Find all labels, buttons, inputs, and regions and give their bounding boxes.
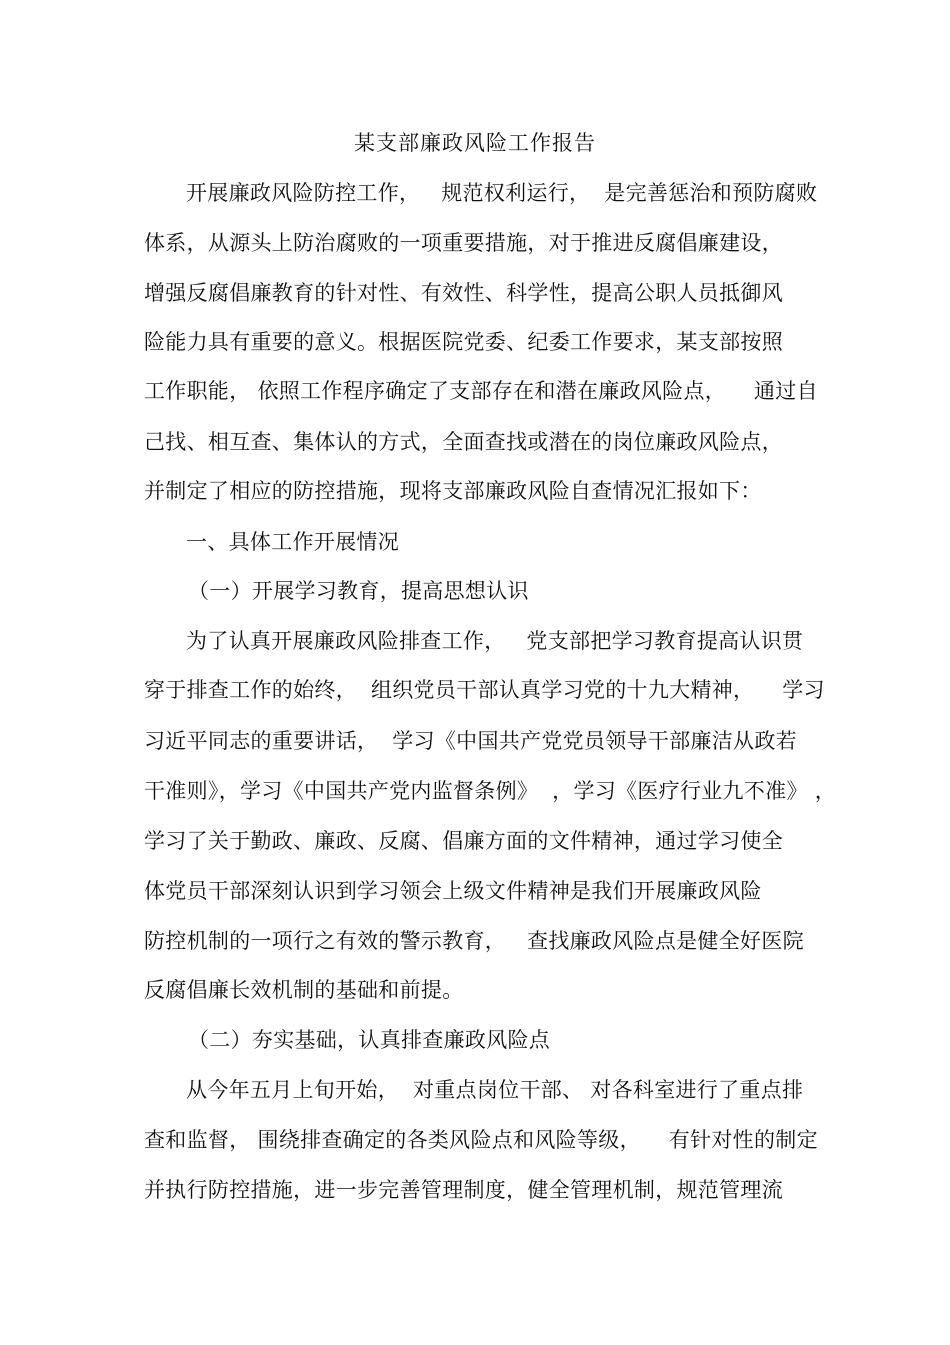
paragraph-line: 穿于排查工作的始终， 组织党员干部认真学习党的十九大精神， 学习 (144, 678, 825, 702)
paragraph-line: 并制定了相应的防控措施，现将支部廉政风险自查情况汇报如下： (144, 479, 762, 503)
paragraph-line: 反腐倡廉长效机制的基础和前提。 (144, 978, 464, 1002)
paragraph-line: 体党员干部深刻认识到学习领会上级文件精神是我们开展廉政风险 (144, 879, 762, 903)
paragraph-line: 从今年五月上旬开始， 对重点岗位干部、 对各科室进行了重点排 (186, 1078, 804, 1102)
paragraph-line: 体系，从源头上防治腐败的一项重要措施，对于推进反腐倡廉建设， (144, 231, 783, 255)
paragraph-line: 为了认真开展廉政风险排查工作， 党支部把学习教育提高认识贯 (186, 629, 804, 653)
paragraph-line: 增强反腐倡廉教育的针对性、有效性、科学性，提高公职人员抵御风 (144, 281, 783, 305)
paragraph-line: 开展廉政风险防控工作， 规范权利运行， 是完善惩治和预防腐败 (186, 181, 818, 205)
paragraph-line: 防控机制的一项行之有效的警示教育， 查找廉政风险点是健全好医院 (144, 929, 804, 953)
paragraph-line: 习近平同志的重要讲话， 学习《中国共产党党员领导干部廉洁从政若 (144, 729, 797, 753)
paragraph-line: 并执行防控措施，进一步完善管理制度，健全管理机制，规范管理流 (144, 1178, 783, 1202)
paragraph-line: 查和监督， 围绕排查确定的各类风险点和风险等级， 有针对性的制定 (144, 1128, 818, 1152)
document-title: 某支部廉政风险工作报告 (354, 131, 596, 155)
subsection-heading: （二）夯实基础，认真排查廉政风险点 (188, 1028, 551, 1052)
section-heading: 一、具体工作开展情况 (186, 530, 399, 554)
subsection-heading: （一）开展学习教育，提高思想认识 (188, 579, 529, 603)
paragraph-line: 学习了关于勤政、廉政、反腐、倡廉方面的文件精神，通过学习使全 (144, 829, 783, 853)
paragraph-line: 己找、相互查、集体认的方式，全面查找或潜在的岗位廉政风险点， (144, 430, 783, 454)
paragraph-line: 险能力具有重要的意义。根据医院党委、纪委工作要求，某支部按照 (144, 330, 783, 354)
paragraph-line: 干准则》，学习《中国共产党内监督条例》 ，学习《医疗行业九不准》 ， (144, 779, 837, 803)
paragraph-line: 工作职能， 依照工作程序确定了支部存在和潜在廉政风险点， 通过自 (144, 379, 818, 403)
